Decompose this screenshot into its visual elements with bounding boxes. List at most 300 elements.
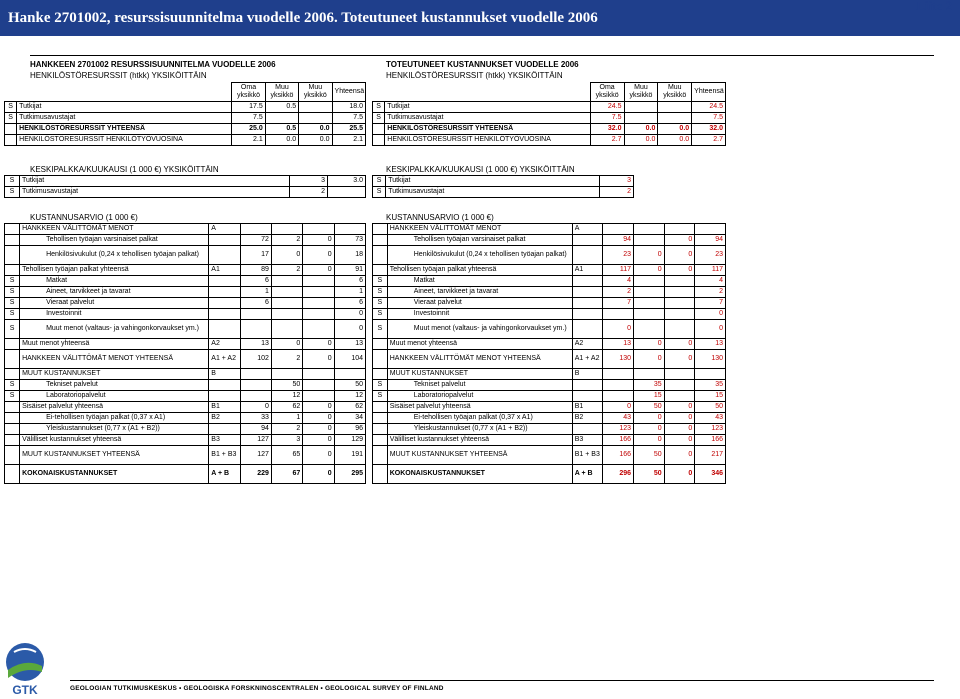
row-code: A1 + A2 — [572, 350, 603, 369]
row-value: 0 — [271, 246, 302, 265]
row-value: 0 — [695, 309, 726, 320]
row-value: 0.0 — [265, 135, 298, 146]
row-value — [328, 187, 366, 198]
row-value: 12 — [271, 391, 302, 402]
row-code: A2 — [572, 339, 603, 350]
row-value — [664, 276, 695, 287]
right-subheading: HENKILÖSTÖRESURSSIT (htkk) YKSIKÖITTÄIN — [386, 71, 563, 80]
cost-row — [5, 380, 366, 391]
cost-row — [373, 339, 726, 350]
row-label: Vieraat palvelut — [387, 298, 572, 309]
row-value: 0 — [303, 424, 334, 435]
row-code: B — [572, 369, 603, 380]
left-heading: HANKKEEN 2701002 RESURSSISUUNNITELMA VUODELLE 2006 — [30, 60, 276, 69]
row-marker — [5, 265, 20, 276]
row-value — [240, 369, 271, 380]
row-value — [664, 287, 695, 298]
row-label: HENKILÖSTÖRESURSSIT YHTEENSÄ — [385, 124, 590, 135]
row-code — [572, 380, 603, 391]
row-code: A — [209, 224, 240, 235]
row-label: Tutkijat — [19, 176, 289, 187]
row-code: A1 — [572, 265, 603, 276]
cost-row — [373, 246, 726, 265]
row-value: 18 — [334, 246, 365, 265]
row-value: 0 — [664, 402, 695, 413]
cost-row — [373, 235, 726, 246]
row-value: 35 — [634, 380, 665, 391]
row-value: 32.0 — [590, 124, 624, 135]
row-value — [240, 309, 271, 320]
row-label: HANKKEEN VÄLITTÖMÄT MENOT YHTEENSÄ — [387, 350, 572, 369]
row-label: MUUT KUSTANNUKSET — [387, 369, 572, 380]
row-value — [603, 224, 634, 235]
row-code: B — [209, 369, 240, 380]
row-value: 7 — [603, 298, 634, 309]
row-value: 3.0 — [328, 176, 366, 187]
row-marker — [373, 402, 388, 413]
row-value: 23 — [603, 246, 634, 265]
right-salary-table — [372, 175, 634, 198]
row-value: 0 — [664, 435, 695, 446]
row-value — [271, 309, 302, 320]
row-value: 0 — [634, 424, 665, 435]
cost-row — [373, 224, 726, 235]
row-value — [695, 224, 726, 235]
cost-row — [5, 320, 366, 339]
row-value: 129 — [334, 435, 365, 446]
row-value: 0 — [634, 350, 665, 369]
row-marker — [5, 350, 20, 369]
row-code: B3 — [572, 435, 603, 446]
row-marker — [5, 446, 20, 465]
row-value: 62 — [271, 402, 302, 413]
row-label: Ei-tehollisen työajan palkat (0,37 x A1) — [20, 413, 209, 424]
cost-row — [373, 369, 726, 380]
row-value: 117 — [603, 265, 634, 276]
cost-row — [5, 435, 366, 446]
row-value: 94 — [603, 235, 634, 246]
row-code — [209, 424, 240, 435]
row-value: 43 — [695, 413, 726, 424]
row-value: 50 — [634, 465, 665, 484]
row-value: 0 — [664, 246, 695, 265]
cost-row — [373, 402, 726, 413]
cost-row — [5, 424, 366, 435]
row-value: 2 — [271, 235, 302, 246]
row-value — [624, 113, 658, 124]
row-label: HANKKEEN VÄLITTÖMÄT MENOT — [387, 224, 572, 235]
row-value: 102 — [240, 350, 271, 369]
column-header: Yhteensä — [332, 83, 365, 102]
row-marker — [373, 369, 388, 380]
row-label: Yleiskustannukset (0,77 x (A1 + B2)) — [20, 424, 209, 435]
row-value: 50 — [634, 446, 665, 465]
cost-row — [5, 298, 366, 309]
row-marker — [373, 124, 385, 135]
cost-row — [5, 265, 366, 276]
row-code — [572, 320, 603, 339]
row-marker — [373, 135, 385, 146]
row-label: Tekniset palvelut — [20, 380, 209, 391]
row-value: 0 — [303, 246, 334, 265]
row-marker — [373, 339, 388, 350]
row-code — [209, 298, 240, 309]
row-marker — [5, 435, 20, 446]
column-header: Muu yksikkö — [624, 83, 658, 102]
row-value: 0.0 — [658, 124, 692, 135]
row-marker — [373, 446, 388, 465]
row-marker: S — [373, 187, 386, 198]
row-value — [664, 309, 695, 320]
staff-row — [373, 102, 726, 113]
row-code: B2 — [209, 413, 240, 424]
row-value: 0 — [634, 265, 665, 276]
row-marker — [5, 246, 20, 265]
cost-row — [5, 446, 366, 465]
row-value — [634, 298, 665, 309]
column-header: Muu yksikkö — [658, 83, 692, 102]
row-value — [664, 224, 695, 235]
row-value: 7.5 — [232, 113, 265, 124]
staff-row — [5, 124, 366, 135]
cost-row — [5, 339, 366, 350]
row-value — [303, 380, 334, 391]
row-value — [303, 320, 334, 339]
row-value — [658, 113, 692, 124]
spacer-cell — [17, 83, 232, 102]
cost-row — [373, 380, 726, 391]
row-label: KOKONAISKUSTANNUKSET — [387, 465, 572, 484]
row-value: 0.0 — [658, 135, 692, 146]
row-value: 0.5 — [265, 124, 298, 135]
cost-row — [373, 287, 726, 298]
spacer-cell — [5, 83, 17, 102]
row-code: A + B — [572, 465, 603, 484]
row-label: Yleiskustannukset (0,77 x (A1 + B2)) — [387, 424, 572, 435]
row-label: Tehollisen työajan varsinaiset palkat — [20, 235, 209, 246]
staff-row — [5, 113, 366, 124]
row-value: 91 — [334, 265, 365, 276]
row-value: 346 — [695, 465, 726, 484]
row-value — [695, 369, 726, 380]
row-value: 0 — [634, 435, 665, 446]
row-value: 50 — [695, 402, 726, 413]
row-value — [303, 298, 334, 309]
row-label: Ei-tehollisen työajan palkat (0,37 x A1) — [387, 413, 572, 424]
cost-row — [373, 320, 726, 339]
row-label: Sisäiset palvelut yhteensä — [387, 402, 572, 413]
row-marker — [5, 235, 20, 246]
row-value: 3 — [600, 176, 634, 187]
row-value: 13 — [603, 339, 634, 350]
staff-row — [5, 102, 366, 113]
row-value — [303, 391, 334, 402]
left-subheading: HENKILÖSTÖRESURSSIT (htkk) YKSIKÖITTÄIN — [30, 71, 207, 80]
row-label: Tutkimusavustajat — [19, 187, 289, 198]
salary-row — [373, 187, 634, 198]
cost-row — [5, 465, 366, 484]
row-value: 15 — [634, 391, 665, 402]
row-code: A2 — [209, 339, 240, 350]
row-value: 72 — [240, 235, 271, 246]
gtk-logo — [2, 640, 48, 698]
row-marker — [5, 402, 20, 413]
row-label: Muut menot yhteensä — [387, 339, 572, 350]
row-code — [209, 287, 240, 298]
row-value: 6 — [334, 276, 365, 287]
row-label: Tutkimusavustajat — [17, 113, 232, 124]
row-value: 104 — [334, 350, 365, 369]
row-marker — [5, 224, 20, 235]
row-code: A — [572, 224, 603, 235]
row-value — [664, 391, 695, 402]
row-value: 0 — [664, 424, 695, 435]
row-code — [572, 391, 603, 402]
spacer-cell — [385, 83, 590, 102]
spacer-cell — [373, 83, 385, 102]
row-label: Matkat — [20, 276, 209, 287]
row-label: Tehollisen työajan palkat yhteensä — [387, 265, 572, 276]
row-value — [299, 113, 332, 124]
row-marker — [5, 369, 20, 380]
row-value: 12 — [334, 391, 365, 402]
cost-row — [373, 424, 726, 435]
row-label: Välilliset kustannukset yhteensä — [387, 435, 572, 446]
row-marker: S — [373, 298, 388, 309]
row-code — [572, 424, 603, 435]
row-value — [334, 224, 365, 235]
row-code — [209, 380, 240, 391]
row-value: 3 — [290, 176, 328, 187]
right-heading: TOTEUTUNEET KUSTANNUKSET VUODELLE 2006 — [386, 60, 579, 69]
row-code — [209, 309, 240, 320]
row-code — [572, 298, 603, 309]
row-value — [240, 224, 271, 235]
logo-text: GTK — [12, 683, 38, 697]
row-value — [658, 102, 692, 113]
cost-row — [373, 446, 726, 465]
row-value: 0 — [271, 339, 302, 350]
row-value: 89 — [240, 265, 271, 276]
row-value: 217 — [695, 446, 726, 465]
row-value: 96 — [334, 424, 365, 435]
cost-row — [373, 276, 726, 287]
row-value: 127 — [240, 446, 271, 465]
column-header: Oma yksikkö — [590, 83, 624, 102]
row-label: Henkilösivukulut (0,24 x tehollisen työajan palkat) — [20, 246, 209, 265]
row-value: 166 — [695, 435, 726, 446]
row-value: 1 — [240, 287, 271, 298]
row-value: 0 — [303, 339, 334, 350]
row-value: 7 — [695, 298, 726, 309]
cost-row — [373, 350, 726, 369]
salary-row — [5, 176, 366, 187]
row-value — [271, 320, 302, 339]
row-label: Laboratoriopalvelut — [387, 391, 572, 402]
row-label: MUUT KUSTANNUKSET — [20, 369, 209, 380]
row-value — [603, 309, 634, 320]
row-value — [303, 309, 334, 320]
row-marker — [373, 413, 388, 424]
row-marker — [373, 224, 388, 235]
row-marker: S — [5, 320, 20, 339]
row-value: 0 — [303, 465, 334, 484]
row-value: 0 — [634, 413, 665, 424]
row-value: 13 — [240, 339, 271, 350]
row-marker — [373, 246, 388, 265]
row-value: 0 — [664, 235, 695, 246]
row-marker: S — [373, 391, 388, 402]
salary-row — [373, 176, 634, 187]
row-marker: S — [5, 391, 20, 402]
row-label: Investoinnit — [20, 309, 209, 320]
row-value: 117 — [695, 265, 726, 276]
cost-row — [5, 350, 366, 369]
row-value: 2 — [271, 265, 302, 276]
cost-row — [5, 391, 366, 402]
row-value — [634, 320, 665, 339]
row-value: 2.1 — [332, 135, 365, 146]
row-value: 24.5 — [590, 102, 624, 113]
row-value: 43 — [603, 413, 634, 424]
right-cost-heading: KUSTANNUSARVIO (1 000 €) — [386, 213, 494, 222]
row-marker — [373, 235, 388, 246]
row-code — [572, 235, 603, 246]
row-value: 0.0 — [299, 135, 332, 146]
row-value — [664, 369, 695, 380]
row-value: 0 — [664, 465, 695, 484]
row-label: Henkilösivukulut (0,24 x tehollisen työajan palkat) — [387, 246, 572, 265]
row-value: 2.7 — [590, 135, 624, 146]
right-salary-heading: KESKIPALKKA/KUUKAUSI (1 000 €) YKSIKÖITTÄIN — [386, 165, 575, 174]
cost-row — [5, 369, 366, 380]
row-value: 6 — [240, 276, 271, 287]
salary-row — [5, 187, 366, 198]
row-value: 4 — [695, 276, 726, 287]
cost-row — [373, 309, 726, 320]
staff-row — [5, 135, 366, 146]
footer-org-names: GEOLOGIAN TUTKIMUSKESKUS • GEOLOGISKA FORSKNINGSCENTRALEN • GEOLOGICAL SURVEY OF FINLAND — [70, 685, 444, 692]
row-value: 0 — [664, 265, 695, 276]
row-label: Muut menot (valtaus- ja vahingonkorvaukset ym.) — [387, 320, 572, 339]
cost-row — [373, 298, 726, 309]
row-marker — [5, 135, 17, 146]
row-label: Tutkijat — [17, 102, 232, 113]
row-value: 1 — [334, 287, 365, 298]
column-header: Muu yksikkö — [299, 83, 332, 102]
row-value: 0 — [303, 235, 334, 246]
row-value: 0 — [664, 339, 695, 350]
row-value: 67 — [271, 465, 302, 484]
row-code — [209, 391, 240, 402]
row-code: B1 + B3 — [572, 446, 603, 465]
row-value — [334, 369, 365, 380]
row-code: B1 — [209, 402, 240, 413]
row-value: 62 — [334, 402, 365, 413]
row-value: 0 — [334, 309, 365, 320]
row-marker: S — [5, 380, 20, 391]
row-value — [265, 113, 298, 124]
row-marker — [5, 465, 20, 484]
row-value: 7.5 — [332, 113, 365, 124]
row-value: 0 — [303, 350, 334, 369]
row-value: 34 — [334, 413, 365, 424]
row-marker: S — [5, 287, 20, 298]
row-value — [603, 391, 634, 402]
row-marker: S — [5, 102, 17, 113]
row-value: 6 — [334, 298, 365, 309]
row-value — [240, 391, 271, 402]
row-value — [299, 102, 332, 113]
column-header: Oma yksikkö — [232, 83, 265, 102]
row-code — [572, 276, 603, 287]
row-marker — [5, 413, 20, 424]
row-value — [664, 298, 695, 309]
row-label: Tehollisen työajan varsinaiset palkat — [387, 235, 572, 246]
row-value: 24.5 — [692, 102, 726, 113]
row-value: 123 — [695, 424, 726, 435]
row-value: 13 — [695, 339, 726, 350]
row-marker: S — [373, 113, 385, 124]
row-value: 130 — [603, 350, 634, 369]
row-value: 3 — [271, 435, 302, 446]
row-value: 4 — [603, 276, 634, 287]
row-label: Tutkijat — [385, 102, 590, 113]
row-value: 17.5 — [232, 102, 265, 113]
row-value: 18.0 — [332, 102, 365, 113]
page-title: Hanke 2701002, resurssisuunnitelma vuodelle 2006. Toteutuneet kustannukset vuodelle 2006 — [8, 10, 598, 26]
cost-row — [5, 235, 366, 246]
row-value: 0 — [603, 320, 634, 339]
row-marker: S — [373, 380, 388, 391]
left-staff-table — [4, 82, 366, 146]
row-value: 296 — [603, 465, 634, 484]
row-marker — [5, 424, 20, 435]
row-value: 166 — [603, 435, 634, 446]
cost-row — [373, 391, 726, 402]
row-value — [664, 320, 695, 339]
row-value: 2 — [603, 287, 634, 298]
row-value: 166 — [603, 446, 634, 465]
page-number: Liite 2 — [916, 0, 952, 13]
row-code: A + B — [209, 465, 240, 484]
row-value: 73 — [334, 235, 365, 246]
row-value — [240, 380, 271, 391]
row-label: Matkat — [387, 276, 572, 287]
row-value: 0 — [664, 446, 695, 465]
top-divider — [30, 55, 934, 56]
row-value: 295 — [334, 465, 365, 484]
row-value: 0 — [303, 265, 334, 276]
row-value — [303, 287, 334, 298]
row-marker — [373, 424, 388, 435]
cost-row — [373, 435, 726, 446]
right-cost-table — [372, 223, 726, 484]
row-label: Vieraat palvelut — [20, 298, 209, 309]
row-value: 123 — [603, 424, 634, 435]
left-salary-table — [4, 175, 366, 198]
row-value — [271, 224, 302, 235]
row-marker — [373, 435, 388, 446]
cost-row — [5, 224, 366, 235]
row-label: Tutkijat — [386, 176, 600, 187]
row-value — [634, 224, 665, 235]
row-code — [572, 287, 603, 298]
row-label: HENKILÖSTÖRESURSSIT YHTEENSÄ — [17, 124, 232, 135]
left-salary-heading: KESKIPALKKA/KUUKAUSI (1 000 €) YKSIKÖITTÄIN — [30, 165, 219, 174]
cost-row — [373, 465, 726, 484]
row-value: 0 — [334, 320, 365, 339]
